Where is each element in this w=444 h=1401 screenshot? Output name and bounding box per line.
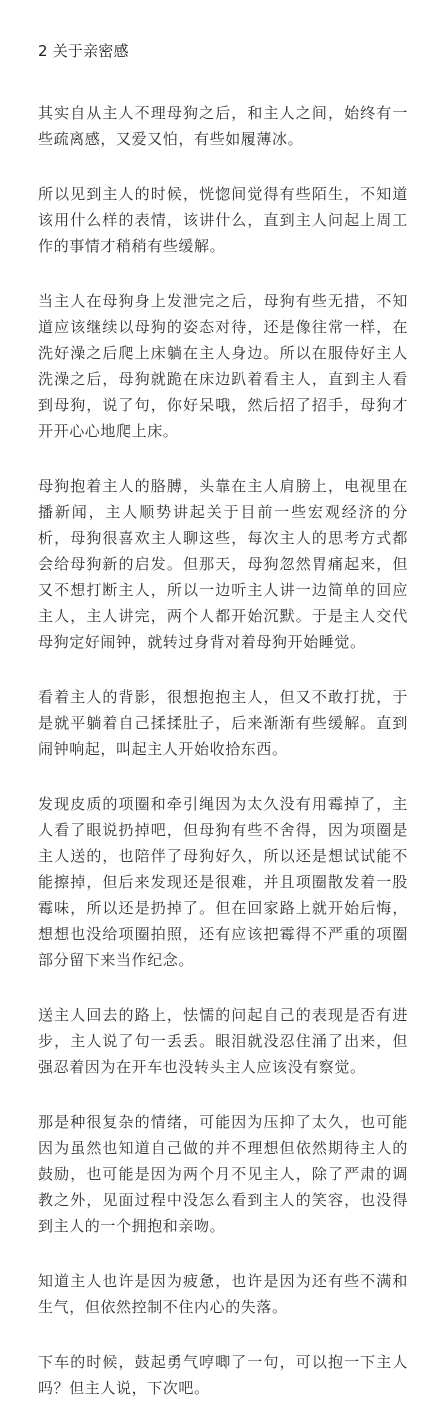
paragraph: 所以见到主人的时候，恍惚间觉得有些陌生，不知道该用什么样的表情，该讲什么，直到主人问起上周工作的事情才稍稍有些缓解。 (38, 185, 408, 255)
paragraph: 送主人回去的路上，怯懦的问起自己的表现是否有进步，主人说了句一丢丢。眼泪就没忍住涌了出来，但强忍着因为在开车也没转头主人应该没有察觉。 (38, 1006, 408, 1076)
paragraph: 发现皮质的项圈和牵引绳因为太久没有用霉掉了，主人看了眼说扔掉吧，但母狗有些不舍得，因为项圈是主人送的，也陪伴了母狗好久，所以还是想试试能不能擦掉，但后来发现还是很难，并且项圈散发着一股霉味，所以还是扔掉了。但在回家路上就开始后悔，想想也没给项圈拍照，还有应该把霉得不严重的项圈部分留下来当作纪念。 (38, 795, 408, 969)
paragraph: 母狗抱着主人的胳膊，头靠在主人肩膀上，电视里在播新闻，主人顺势讲起关于目前一些宏观经济的分析，母狗很喜欢主人聊这些，每次主人的思考方式都会给母狗新的启发。但那天，母狗忽然胃痛起来，但又不想打断主人，所以一边听主人讲一边简单的回应主人，主人讲完，两个人都开始沉默。于是主人交代母狗定好闹钟，就转过身背对着母狗开始睡觉。 (38, 477, 408, 651)
paragraph: 那是种很复杂的情绪，可能因为压抑了太久，也可能因为虽然也知道自己做的并不理想但依然期待主人的鼓励，也可能是因为两个月不见主人，除了严肃的调教之外，见面过程中没怎么看到主人的笑容，也没得到主人的一个拥抱和亲吻。 (38, 1113, 408, 1235)
section-title: 2 关于亲密感 (38, 42, 129, 60)
paragraph: 知道主人也许是因为疲惫，也许是因为还有些不满和生气，但依然控制不住内心的失落。 (38, 1272, 408, 1316)
paragraph: 看着主人的背影，很想抱抱主人，但又不敢打扰，于是就平躺着自己揉揉肚子，后来渐渐有些缓解。直到闹钟响起，叫起主人开始收拾东西。 (38, 688, 408, 758)
paragraph: 下车的时候，鼓起勇气哼唧了一句，可以抱一下主人吗？但主人说，下次吧。 (38, 1353, 408, 1397)
paragraph: 当主人在母狗身上发泄完之后，母狗有些无措，不知道应该继续以母狗的姿态对待，还是像往常一样，在洗好澡之后爬上床躺在主人身边。所以在服侍好主人洗澡之后，母狗就跪在床边趴着看主人，直到主人看到母狗，说了句，你好呆哦，然后招了招手，母狗才开开心心地爬上床。 (38, 292, 408, 440)
paragraph: 其实自从主人不理母狗之后，和主人之间，始终有一些疏离感，又爱又怕，有些如履薄冰。 (38, 104, 408, 148)
